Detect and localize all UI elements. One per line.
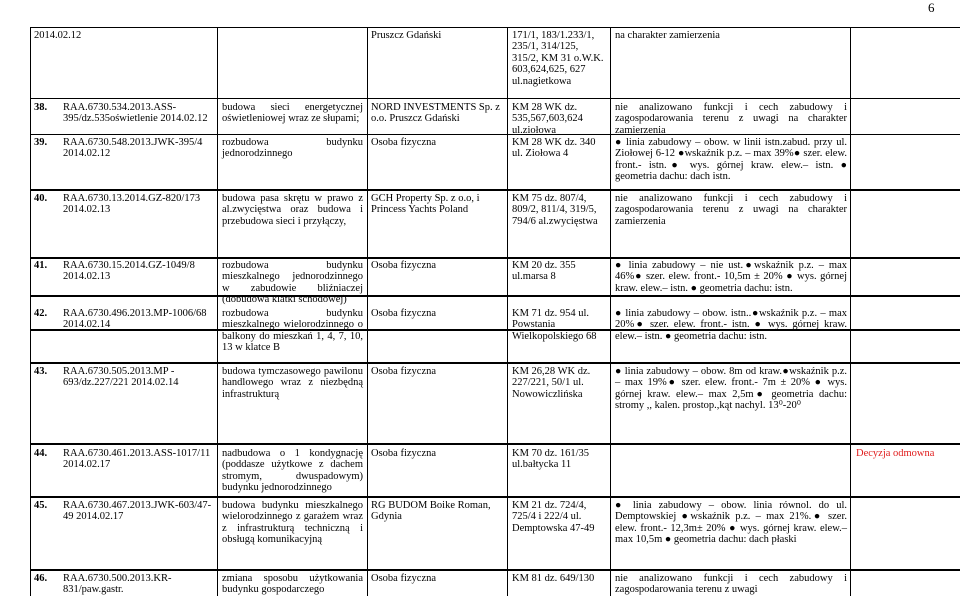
row-41-number: 41. bbox=[34, 260, 48, 271]
row-38-investor: NORD INVESTMENTS Sp. z o.o. Pruszcz Gdański bbox=[371, 102, 500, 125]
row-44-subject: nadbudowa o 1 kondygnację (poddasze użytkowe z dachem stromym, dwuspadowym) budynku jednorodzinnego bbox=[222, 448, 363, 494]
row-46-subject: zmiana sposobu użytkowania budynku gospodarczego bbox=[222, 573, 363, 596]
top-row-location: Pruszcz Gdański bbox=[371, 30, 442, 41]
row-45-investor: RG BUDOM Boike Roman, Gdynia bbox=[371, 500, 491, 523]
row-44-investor: Osoba fizyczna bbox=[371, 448, 437, 459]
row-42-parcels: KM 71 dz. 954 ul. Powstania Wielkopolskiego 68 bbox=[512, 308, 597, 342]
row-41-investor: Osoba fizyczna bbox=[371, 260, 437, 271]
row-42-case: RAA.6730.496.2013.MP-1006/68 2014.02.14 bbox=[63, 308, 207, 331]
row-40-subject: budowa pasa skrętu w prawo z al.zwycięstwa oraz budowa i przebudowa sieci i przyłączy, bbox=[222, 193, 363, 227]
row-44-parcels: KM 70 dz. 161/35 ul.bałtycka 11 bbox=[512, 448, 589, 471]
row-45-case: RAA.6730.467.2013.JWK-603/47-49 2014.02.17 bbox=[63, 500, 212, 523]
row-38-case: RAA.6730.534.2013.ASS-395/dz.535oświetlenie 2014.02.12 bbox=[63, 102, 208, 125]
row-44-decision: Decyzja odmowna bbox=[856, 448, 935, 459]
row-41-case: RAA.6730.15.2014.GZ-1049/8 2014.02.13 bbox=[63, 260, 195, 283]
top-row-analysis: na charakter zamierzenia bbox=[615, 30, 720, 41]
row-45-analysis: ● linia zabudowy – obow. linia równol. do ul. Demptowskiej ●wskaźnik p.z. – max 21%.● szer. elew. front.- 12,3m± 20% ● wys. górnej kraw. elew.– max 10,5m ● geometria dachu: dach płaski bbox=[615, 500, 847, 546]
row-43-subject: budowa tymczasowego pawilonu handlowego wraz z niezbędną infrastrukturą bbox=[222, 366, 363, 400]
row-39-case: RAA.6730.548.2013.JWK-395/4 2014.02.12 bbox=[63, 137, 203, 160]
row-40-analysis: nie analizowano funkcji i cech zabudowy i zagospodarowania terenu z uwagi na charakter zamierzenia bbox=[615, 193, 847, 227]
row-46-number: 46. bbox=[34, 573, 48, 584]
row-40-parcels: KM 75 dz. 807/4, 809/2, 811/4, 319/5, 794/6 al.zwycięstwa bbox=[512, 193, 598, 227]
row-38-parcels: KM 28 WK dz. 535,567,603,624 ul.ziołowa bbox=[512, 102, 583, 136]
row-41-subject: rozbudowa budynku mieszkalnego jednorodzinnego w zabudowie bliźniaczej (dobudowa klatki schodowej) bbox=[222, 260, 363, 306]
row-38-analysis: nie analizowano funkcji i cech zabudowy i zagospodarowania terenu z uwagi na charakter zamierzenia bbox=[615, 102, 847, 136]
row-39-subject: rozbudowa budynku jednorodzinnego bbox=[222, 137, 363, 160]
row-38-subject: budowa sieci energetycznej oświetleniowej wraz ze słupami; bbox=[222, 102, 363, 125]
row-40-investor: GCH Property Sp. z o.o, i Princess Yachts Poland bbox=[371, 193, 480, 216]
row-43-investor: Osoba fizyczna bbox=[371, 366, 437, 377]
row-41-parcels: KM 20 dz. 355 ul.marsa 8 bbox=[512, 260, 576, 283]
row-42-analysis: ● linia zabudowy – obow. istn..●wskaźnik p.z. – max 20%● szer. elew. front.- istn. ● wys. górnej kraw. elew.– istn. ● geometria dachu: istn. bbox=[615, 308, 847, 342]
row-42-investor: Osoba fizyczna bbox=[371, 308, 437, 319]
row-38-number: 38. bbox=[34, 102, 48, 113]
top-row-date: 2014.02.12 bbox=[34, 30, 82, 41]
row-41-analysis: ● linia zabudowy – nie ust.●wskaźnik p.z. – max 46%● szer. elew. front.- 10,5m ± 20% ● wys. górnej kraw. elew.– istn. ● geometria dachu: istn. bbox=[615, 260, 847, 294]
row-46-analysis: nie analizowano funkcji i cech zabudowy i zagospodarowania terenu z uwagi bbox=[615, 573, 847, 596]
row-39-parcels: KM 28 WK dz. 340 ul. Ziołowa 4 bbox=[512, 137, 596, 160]
row-40-case: RAA.6730.13.2014.GZ-820/173 2014.02.13 bbox=[63, 193, 201, 216]
row-46-investor: Osoba fizyczna bbox=[371, 573, 437, 584]
row-43-case: RAA.6730.505.2013.MP - 693/dz.227/221 2014.02.14 bbox=[63, 366, 179, 389]
row-46-case: RAA.6730.500.2013.KR-831/paw.gastr. bbox=[63, 573, 172, 596]
row-43-parcels: KM 26,28 WK dz. 227/221, 50/1 ul. Nowowiczlińska bbox=[512, 366, 591, 400]
row-40-number: 40. bbox=[34, 193, 48, 204]
row-44-number: 44. bbox=[34, 448, 48, 459]
row-44-case: RAA.6730.461.2013.ASS-1017/11 2014.02.17 bbox=[63, 448, 211, 471]
page-number: 6 bbox=[928, 0, 935, 15]
top-row-parcels: 171/1, 183/1.233/1, 235/1, 314/125, 315/2, KM 31 o.W.K. 603,624,625, 627 ul.nagietkowa bbox=[512, 30, 604, 87]
row-45-parcels: KM 21 dz. 724/4, 725/4 i 222/4 ul. Demptowska 47-49 bbox=[512, 500, 595, 534]
row-46-parcels: KM 81 dz. 649/130 bbox=[512, 573, 595, 584]
row-42-number: 42. bbox=[34, 308, 48, 319]
row-43-number: 43. bbox=[34, 366, 48, 377]
row-43-analysis: ● linia zabudowy – obow. 8m od kraw.●wskaźnik p.z. – max 19%● szer. elew. front.- 7m ± 20% ● wys. górnej kraw. elew.– max 2,5m● geometria dachu: stromy ,, kalen. prostop.,kąt nachyl. 13⁰-20⁰ bbox=[615, 366, 847, 412]
row-45-number: 45. bbox=[34, 500, 48, 511]
row-39-number: 39. bbox=[34, 137, 48, 148]
decisions-table bbox=[30, 27, 960, 596]
row-39-investor: Osoba fizyczna bbox=[371, 137, 437, 148]
row-42-subject: rozbudowa budynku mieszkalnego wielorodzinnego o balkony do mieszkań 1, 4, 7, 10, 13 w klatce B bbox=[222, 308, 363, 354]
row-45-subject: budowa budynku mieszkalnego wielorodzinnego z garażem wraz z infrastrukturą techniczną i obsługą komunikacyjną bbox=[222, 500, 363, 546]
row-39-analysis: ● linia zabudowy – obow. w linii istn.zabud. przy ul. Ziołowej 6-12 ●wskaźnik p.z. – max 39%● szer. elew. front.- istn.● wys. górnej kraw. elew.– istn. ● geometria dachu: dach istn. bbox=[615, 137, 847, 183]
